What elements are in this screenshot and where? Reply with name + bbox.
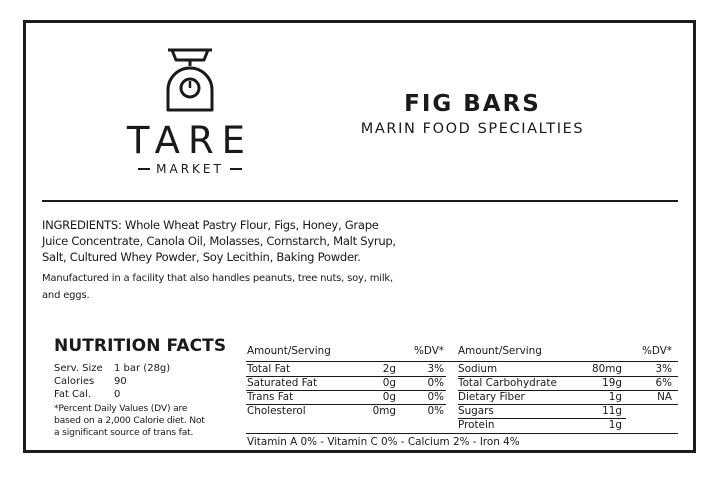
- nutrient-name: Cholesterol: [247, 405, 306, 417]
- summary-row: [54, 388, 170, 401]
- summary-value: 0: [114, 389, 121, 400]
- nutrient-dv: 3%: [655, 363, 672, 375]
- nutrient-name: Sodium: [458, 363, 498, 375]
- header-dv-right: %DV*: [642, 345, 672, 357]
- nutrient-name: Protein: [458, 419, 495, 431]
- table-row: [246, 419, 678, 433]
- allergen-statement: [42, 270, 432, 304]
- nutrient-name: Trans Fat: [247, 391, 294, 403]
- summary-row: [54, 362, 170, 375]
- nutrient-amount: 0mg: [372, 405, 396, 417]
- nutrient-amount: 11g: [602, 405, 622, 417]
- ingredients-text: [42, 217, 432, 265]
- nutrient-dv: 0%: [427, 391, 444, 403]
- kitchen-scale-icon: [164, 48, 216, 112]
- brand-sub-text: MARKET: [156, 162, 224, 176]
- table-row: [246, 391, 678, 405]
- table-header: [246, 345, 678, 362]
- nutrient-amount: 19g: [602, 377, 622, 389]
- nutrient-amount: 80mg: [592, 363, 622, 375]
- table-row: [246, 377, 678, 391]
- dv-note-line: *Percent Daily Values (DV) are: [54, 403, 188, 414]
- ingredients-line: Salt, Cultured Whey Powder, Soy Lecithin, Baking Powder.: [42, 250, 361, 264]
- nutrient-dv: 0%: [427, 405, 444, 417]
- nutrient-name: Total Carbohydrate: [458, 377, 557, 389]
- nutrient-amount: 1g: [608, 391, 622, 403]
- header-dv-left: %DV*: [414, 345, 444, 357]
- dv-note-line: based on a 2,000 Calorie diet. Not: [54, 415, 205, 426]
- nutrient-dv: 3%: [427, 363, 444, 375]
- table-row: [246, 363, 678, 377]
- brand-sub: [120, 163, 260, 175]
- nutrient-name: Total Fat: [247, 363, 291, 375]
- summary-label: Calories: [54, 376, 95, 387]
- maker-name: MARIN FOOD SPECIALTIES: [360, 121, 585, 137]
- nutrient-amount: 0g: [382, 391, 396, 403]
- nutrient-dv: NA: [657, 391, 672, 403]
- nutrient-dv: 0%: [427, 377, 444, 389]
- dash-right: [230, 168, 242, 170]
- nutrient-amount: 0g: [382, 377, 396, 389]
- nutrient-dv: 6%: [655, 377, 672, 389]
- ingredients-line: Juice Concentrate, Canola Oil, Molasses, Cornstarch, Malt Syrup,: [42, 234, 396, 248]
- summary-row: [54, 375, 170, 388]
- header-amount-left: Amount/Serving: [247, 345, 331, 357]
- nutrient-name: Dietary Fiber: [458, 391, 525, 403]
- summary-label: Fat Cal.: [54, 389, 92, 400]
- summary-value: 90: [114, 376, 127, 387]
- product-name: FIG BARS: [404, 91, 541, 117]
- brand-name: TARE: [126, 119, 254, 162]
- header-amount-right: Amount/Serving: [458, 345, 542, 357]
- vitamins-line: Vitamin A 0% - Vitamin C 0% - Calcium 2% - Iron 4%: [247, 436, 520, 448]
- nutrient-name: Saturated Fat: [247, 377, 318, 389]
- dv-note: [54, 403, 234, 439]
- nutrient-amount: 2g: [382, 363, 396, 375]
- summary-label: Serv. Size: [54, 363, 103, 374]
- ingredients-line: INGREDIENTS: Whole Wheat Pastry Flour, Figs, Honey, Grape: [42, 218, 379, 232]
- nutrient-amount: 1g: [608, 419, 622, 431]
- nutrient-name: Sugars: [458, 405, 494, 417]
- divider: [42, 200, 678, 202]
- brand-logo: [120, 48, 260, 112]
- dash-left: [138, 168, 150, 170]
- allergen-line: and eggs.: [42, 290, 90, 301]
- summary-value: 1 bar (28g): [114, 363, 171, 374]
- dv-note-line: a significant source of trans fat.: [54, 427, 194, 438]
- vitamins-divider: [246, 433, 678, 434]
- nutrition-title: NUTRITION FACTS: [54, 336, 227, 356]
- nutrition-summary: [54, 362, 170, 401]
- table-row: [246, 405, 678, 419]
- allergen-line: Manufactured in a facility that also handles peanuts, tree nuts, soy, milk,: [42, 273, 394, 284]
